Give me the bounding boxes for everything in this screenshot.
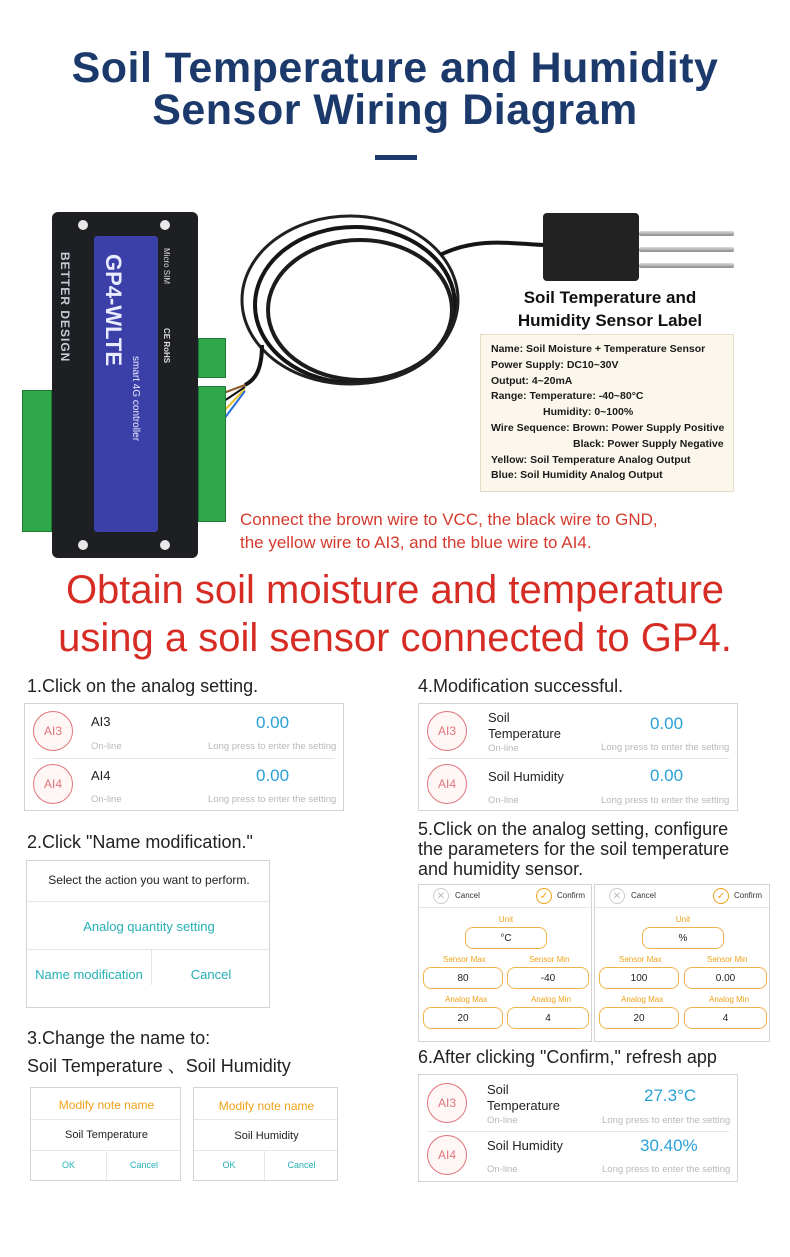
check-icon: ✓ [713, 888, 729, 904]
device-subtitle: smart 4G controller [130, 356, 141, 442]
sensor-max-field[interactable]: 100 [599, 967, 679, 989]
analog-row-ai3[interactable]: AI3 Soil Temperature 27.3°C On-line Long press to enter the setting [419, 1075, 737, 1129]
analog-row-ai4[interactable]: AI4 Soil Humidity 0.00 On-line Long press to enter the setting [419, 758, 737, 812]
analog-row-ai3[interactable]: AI3 AI3 0.00 On-line Long press to enter the setting [25, 704, 343, 758]
probe-pin [639, 231, 734, 236]
unit-field[interactable]: % [642, 927, 724, 949]
soil-sensor-probe [543, 213, 639, 281]
analog-min-field[interactable]: 4 [507, 1007, 589, 1029]
ai4-icon: AI4 [427, 1135, 467, 1175]
analog-row-ai3[interactable]: AI3 Soil Temperature 0.00 On-line Long press to enter the setting [419, 704, 737, 758]
terminal-block-right-top [198, 338, 226, 378]
check-icon: ✓ [536, 888, 552, 904]
name-modification-button[interactable]: Name modification [35, 967, 143, 982]
action-dialog [26, 860, 270, 1008]
step-1-label: 1.Click on the analog setting. [27, 676, 259, 696]
analog-list-panel [24, 703, 344, 811]
step-4-label: 4.Modification successful. [418, 676, 624, 696]
sensor-min-field[interactable]: -40 [507, 967, 589, 989]
headline-line2: using a soil sensor connected to GP4. [58, 616, 732, 660]
step-6-label: 6.After clicking "Confirm," refresh app [418, 1047, 717, 1067]
name-input[interactable]: Soil Humidity [234, 1130, 299, 1142]
sensor-max-field[interactable]: 80 [423, 967, 503, 989]
confirm-button[interactable]: Confirm [557, 891, 586, 900]
analog-value: 0.00 [256, 766, 290, 785]
analog-row-ai4[interactable]: AI4 Soil Humidity 30.40% On-line Long press to enter the setting [419, 1131, 737, 1183]
analog-value: 0.00 [650, 714, 684, 733]
probe-pin [639, 247, 734, 252]
headline-line1: Obtain soil moisture and temperature [65, 568, 725, 612]
unit-field[interactable]: °C [465, 927, 547, 949]
ok-button[interactable]: OK [61, 1160, 75, 1170]
probe-pin [639, 263, 734, 268]
analog-config-temperature: ✕ Cancel ✓ Confirm Unit °C Sensor Max Sensor Min 80 -40 Analog Max Analog Min 20 4 [418, 884, 592, 1042]
step-5-label: 5.Click on the analog setting, configure the parameters for the soil temperature and humidity sensor. [418, 819, 730, 879]
cancel-button[interactable]: Cancel [287, 1160, 316, 1170]
gp4-controller [52, 212, 198, 558]
device-model: GP4-WLTE [101, 254, 126, 367]
sensor-label-title: Soil Temperature and Humidity Sensor Label [517, 288, 703, 330]
analog-value: 30.40% [640, 1136, 698, 1155]
rename-dialog-humidity [193, 1087, 338, 1181]
analog-min-field[interactable]: 4 [684, 1007, 767, 1029]
dialog-prompt: Select the action you want to perform. [48, 873, 250, 887]
sensor-min-field[interactable]: 0.00 [684, 967, 767, 989]
ok-button[interactable]: OK [222, 1160, 236, 1170]
page-title-line1: Soil Temperature and Humidity [71, 44, 719, 92]
cancel-button[interactable]: Cancel [631, 891, 656, 900]
analog-list-renamed [418, 703, 738, 811]
analog-value: 27.3°C [644, 1086, 697, 1105]
ai3-icon: AI3 [427, 1083, 467, 1123]
ai3-icon: AI3 [427, 711, 467, 751]
confirm-button[interactable]: Confirm [734, 891, 763, 900]
page-title-line2: Sensor Wiring Diagram [152, 86, 638, 134]
ai4-icon: AI4 [33, 764, 73, 804]
analog-list-refreshed [418, 1074, 738, 1182]
close-icon: ✕ [433, 888, 449, 904]
close-icon: ✕ [609, 888, 625, 904]
terminal-block-left [22, 390, 52, 532]
analog-max-field[interactable]: 20 [423, 1007, 503, 1029]
device-front-panel [94, 236, 158, 532]
analog-setting-button[interactable]: Analog quantity setting [83, 919, 215, 934]
cancel-button[interactable]: Cancel [190, 967, 232, 982]
terminal-block-right [198, 386, 226, 522]
name-input[interactable]: Soil Temperature [65, 1129, 148, 1141]
analog-row-ai4[interactable]: AI4 AI4 0.00 On-line Long press to enter the setting [25, 758, 343, 812]
cancel-button[interactable]: Cancel [455, 891, 480, 900]
step-2-label: 2.Click "Name modification." [27, 832, 253, 852]
device-brand: BETTER DESIGN [58, 252, 72, 363]
step-3-names: Soil Temperature 、Soil Humidity [27, 1056, 291, 1076]
wiring-instruction: Connect the brown wire to VCC, the black wire to GND, the yellow wire to AI3, and the blue wire to AI4. [240, 510, 658, 552]
cert-label: CE RoHS [162, 328, 171, 364]
analog-value: 0.00 [650, 766, 684, 785]
rename-dialog-temperature [30, 1087, 181, 1181]
ai3-icon: AI3 [33, 711, 73, 751]
sim-slot-label: Micro SIM [162, 248, 171, 284]
analog-config-humidity: ✕ Cancel ✓ Confirm Unit % Sensor Max Sensor Min 100 0.00 Analog Max Analog Min 20 4 [594, 884, 770, 1042]
analog-max-field[interactable]: 20 [599, 1007, 679, 1029]
ai4-icon: AI4 [427, 764, 467, 804]
dialog-title: Modify note name [58, 1098, 155, 1112]
title-underline [375, 155, 417, 160]
dialog-title: Modify note name [218, 1099, 315, 1113]
cancel-button[interactable]: Cancel [129, 1160, 158, 1170]
step-3-label: 3.Change the name to: [27, 1028, 211, 1048]
analog-value: 0.00 [256, 713, 290, 732]
sensor-spec-label: Name: Soil Moisture + Temperature Sensor Power Supply: DC10~30V Output: 4~20mA Range: Temperature: -40~80°C Humidity: 0~100% Wire Sequence: Brown: Power Supply Positive Black: Power Supply Negative Yellow: Soil Temperature Analog Output Blue: Soil Humidity Analog Output [480, 334, 734, 492]
